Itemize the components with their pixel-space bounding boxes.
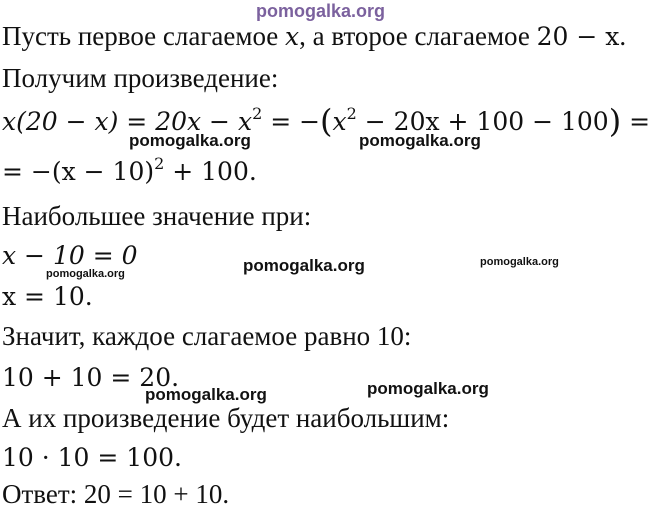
line-1-text-b: , а второе слагаемое bbox=[299, 21, 530, 51]
line-3-part-c: x bbox=[332, 107, 347, 136]
line-2: Получим произведение: bbox=[2, 63, 279, 93]
line-12-answer: Ответ: 20 = 10 + 10. bbox=[2, 479, 230, 509]
line-3-paren-open: ( bbox=[320, 102, 333, 140]
line-3-part-d: − 20x + 100 − 100 bbox=[356, 107, 609, 136]
line-4-part-b: + 100. bbox=[164, 157, 257, 186]
watermark-2: pomogalka.org bbox=[359, 131, 481, 150]
line-4-equation bbox=[2, 156, 257, 188]
watermark-3: pomogalka.org bbox=[46, 268, 125, 280]
line-11-equation: 10 · 10 = 100. bbox=[2, 443, 182, 472]
line-3-part-a: x(20 − x) = 20x − x bbox=[2, 107, 253, 136]
line-3-equation bbox=[2, 102, 650, 140]
line-4-sup: 2 bbox=[154, 154, 165, 173]
line-3-part-e: = bbox=[621, 107, 650, 136]
line-4-part-a: = −(x − 10) bbox=[2, 157, 155, 186]
line-1-text-a: Пусть первое слагаемое bbox=[2, 21, 279, 51]
line-5: Наибольшее значение при: bbox=[2, 201, 312, 231]
line-3-sup: 2 bbox=[252, 104, 263, 123]
line-1-var: x bbox=[285, 22, 300, 51]
line-7-equation: x = 10. bbox=[2, 282, 93, 311]
line-1-end: . bbox=[619, 21, 627, 51]
line-3-paren-close: ) bbox=[608, 102, 622, 140]
line-10: А их произведение будет наибольшим: bbox=[2, 403, 450, 433]
line-8: Значит, каждое слагаемое равно 10: bbox=[2, 321, 412, 351]
watermark-4: pomogalka.org bbox=[243, 256, 365, 275]
line-1-expr: 20 − x bbox=[536, 22, 620, 51]
watermark-top: pomogalka.org bbox=[256, 1, 386, 21]
line-9-equation: 10 + 10 = 20. bbox=[2, 363, 180, 392]
line-1 bbox=[2, 20, 626, 53]
line-6-equation: x − 10 = 0 bbox=[2, 241, 138, 270]
watermark-1: pomogalka.org bbox=[129, 131, 251, 150]
watermark-5: pomogalka.org bbox=[480, 256, 559, 268]
line-3-part-b: = − bbox=[262, 107, 321, 136]
line-3-sup-2: 2 bbox=[346, 104, 357, 123]
watermark-6: pomogalka.org bbox=[145, 385, 267, 404]
watermark-7: pomogalka.org bbox=[367, 379, 489, 398]
